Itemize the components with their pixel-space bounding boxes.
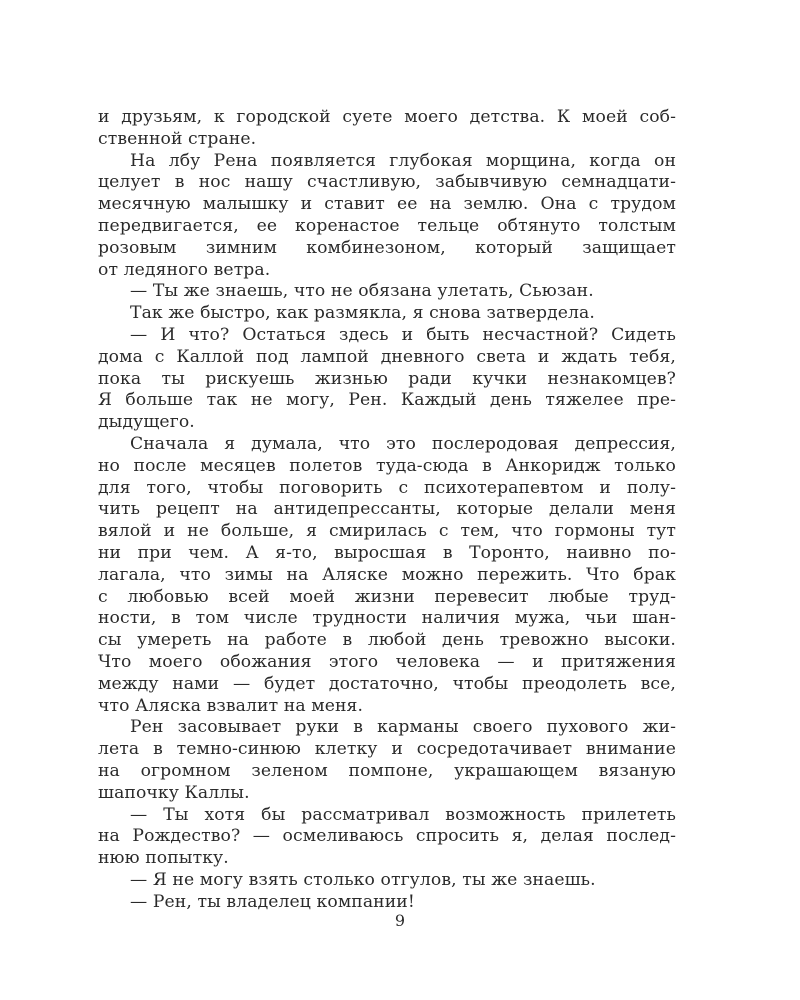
text-line: розовым зимним комбинезоном, который защищает	[98, 237, 676, 258]
page-number: 9	[394, 911, 406, 930]
text-line: чить рецепт на антидепрессанты, которые делали меня	[98, 499, 676, 520]
text-line: лагала, что зимы на Аляске можно пережить. Что брак	[98, 564, 676, 585]
text-line: — Рен, ты владелец компании!	[130, 891, 415, 912]
text-line: Сначала я думала, что это послеродовая депрессия,	[130, 433, 676, 454]
text-line: — Ты хотя бы рассматривал возможность прилететь	[130, 804, 676, 825]
text-line: для того, чтобы поговорить с психотерапевтом и полу-	[98, 477, 676, 498]
text-line: — И что? Остаться здесь и быть несчастной? Сидеть	[130, 324, 676, 345]
text-line: от ледяного ветра.	[98, 259, 271, 280]
text-line: вялой и не больше, я смирилась с тем, что гормоны тут	[98, 521, 676, 542]
text-line: дыдущего.	[98, 412, 195, 433]
text-line: — Ты же знаешь, что не обязана улетать, Сьюзан.	[130, 281, 594, 302]
text-line: месячную малышку и ставит ее на землю. Она с трудом	[98, 194, 676, 215]
text-line: Я больше так не могу, Рен. Каждый день тяжелее пре-	[98, 390, 676, 411]
text-line: На лбу Рена появляется глубокая морщина, когда он	[130, 150, 676, 171]
text-line: ственной стране.	[98, 128, 257, 149]
text-line: Так же быстро, как размякла, я снова затвердела.	[130, 303, 595, 324]
text-line: ни при чем. А я-то, выросшая в Торонто, наивно по-	[98, 542, 676, 563]
text-line: шапочку Каллы.	[98, 782, 250, 803]
text-line: дома с Каллой под лампой дневного света и ждать тебя,	[98, 346, 676, 367]
text-line: — Я не могу взять столько отгулов, ты же знаешь.	[130, 869, 596, 890]
text-line: на Рождество? — осмеливаюсь спросить я, делая послед-	[98, 826, 676, 847]
text-line: на огромном зеленом помпоне, украшающем вязаную	[98, 760, 676, 781]
text-line: между нами — будет достаточно, чтобы преодолеть все,	[98, 673, 676, 694]
text-line: Рен засовывает руки в карманы своего пухового жи-	[130, 717, 676, 738]
text-line: ности, в том числе трудности наличия мужа, чьи шан-	[98, 608, 676, 629]
text-line: сы умереть на работе в любой день тревожно высоки.	[98, 630, 676, 651]
text-line: пока ты рискуешь жизнью ради кучки незнакомцев?	[98, 368, 676, 389]
text-line: целует в нос нашу счастливую, забывчивую семнадцати-	[98, 172, 676, 193]
text-line: Что моего обожания этого человека — и притяжения	[98, 651, 676, 672]
text-line: лета в темно-синюю клетку и сосредотачивает внимание	[98, 739, 676, 760]
body-text	[98, 107, 676, 913]
text-line: передвигается, ее коренастое тельце обтянуто толстым	[98, 215, 676, 236]
text-line: нюю попытку.	[98, 848, 229, 869]
text-line: что Аляска взвалит на меня.	[98, 695, 364, 716]
text-line: с любовью всей моей жизни перевесит любые труд-	[98, 586, 676, 607]
text-line: но после месяцев полетов туда-сюда в Анкоридж только	[98, 455, 676, 476]
text-line: и друзьям, к городской суете моего детства. К моей соб-	[98, 107, 676, 127]
